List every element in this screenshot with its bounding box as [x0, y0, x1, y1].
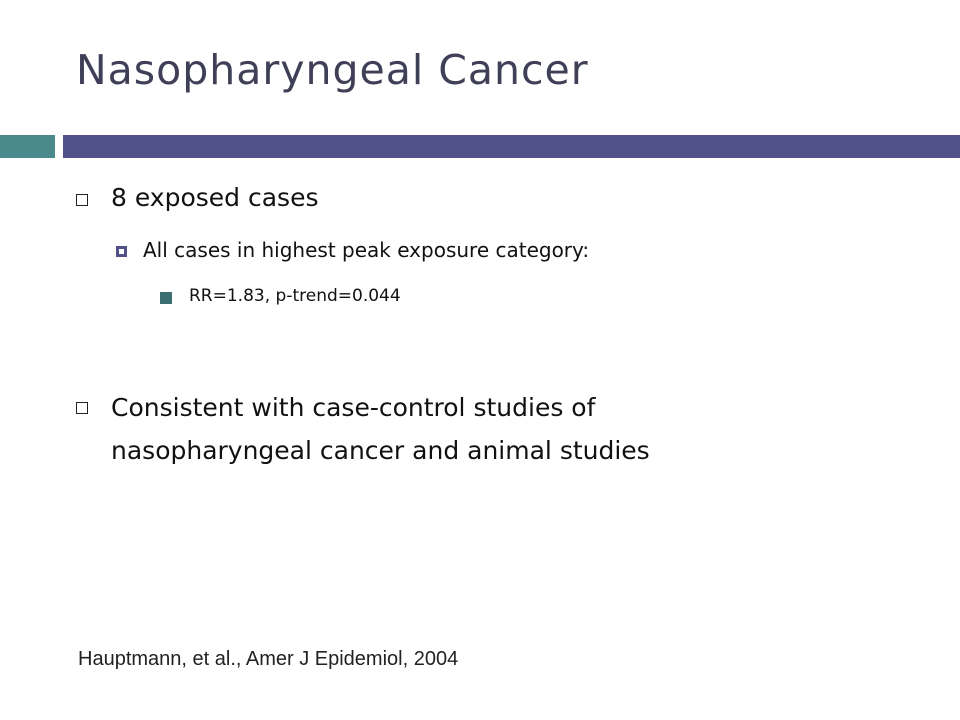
bullet-text: 8 exposed cases	[111, 183, 319, 212]
citation: Hauptmann, et al., Amer J Epidemiol, 2004	[78, 648, 459, 670]
sub-bullet-peak-exposure	[116, 238, 589, 262]
title-accent-bar	[63, 135, 960, 158]
bullet-exposed-cases	[76, 183, 318, 212]
title-accent-bar-left	[0, 135, 55, 158]
bullet-text: Consistent with case-control studies of nasopharyngeal cancer and animal studies	[111, 393, 650, 465]
sub-sub-bullet-rr	[160, 286, 401, 306]
solid-square-bullet-icon	[160, 292, 172, 304]
hollow-square-bullet-icon	[76, 194, 88, 206]
bullet-text: All cases in highest peak exposure category:	[143, 238, 590, 262]
hollow-square-bullet-icon	[76, 402, 88, 414]
framed-square-bullet-icon	[116, 246, 127, 257]
bullet-consistent-studies	[76, 386, 650, 472]
bullet-text: RR=1.83, p-trend=0.044	[189, 286, 401, 306]
slide-title: Nasopharyngeal Cancer	[76, 46, 589, 94]
